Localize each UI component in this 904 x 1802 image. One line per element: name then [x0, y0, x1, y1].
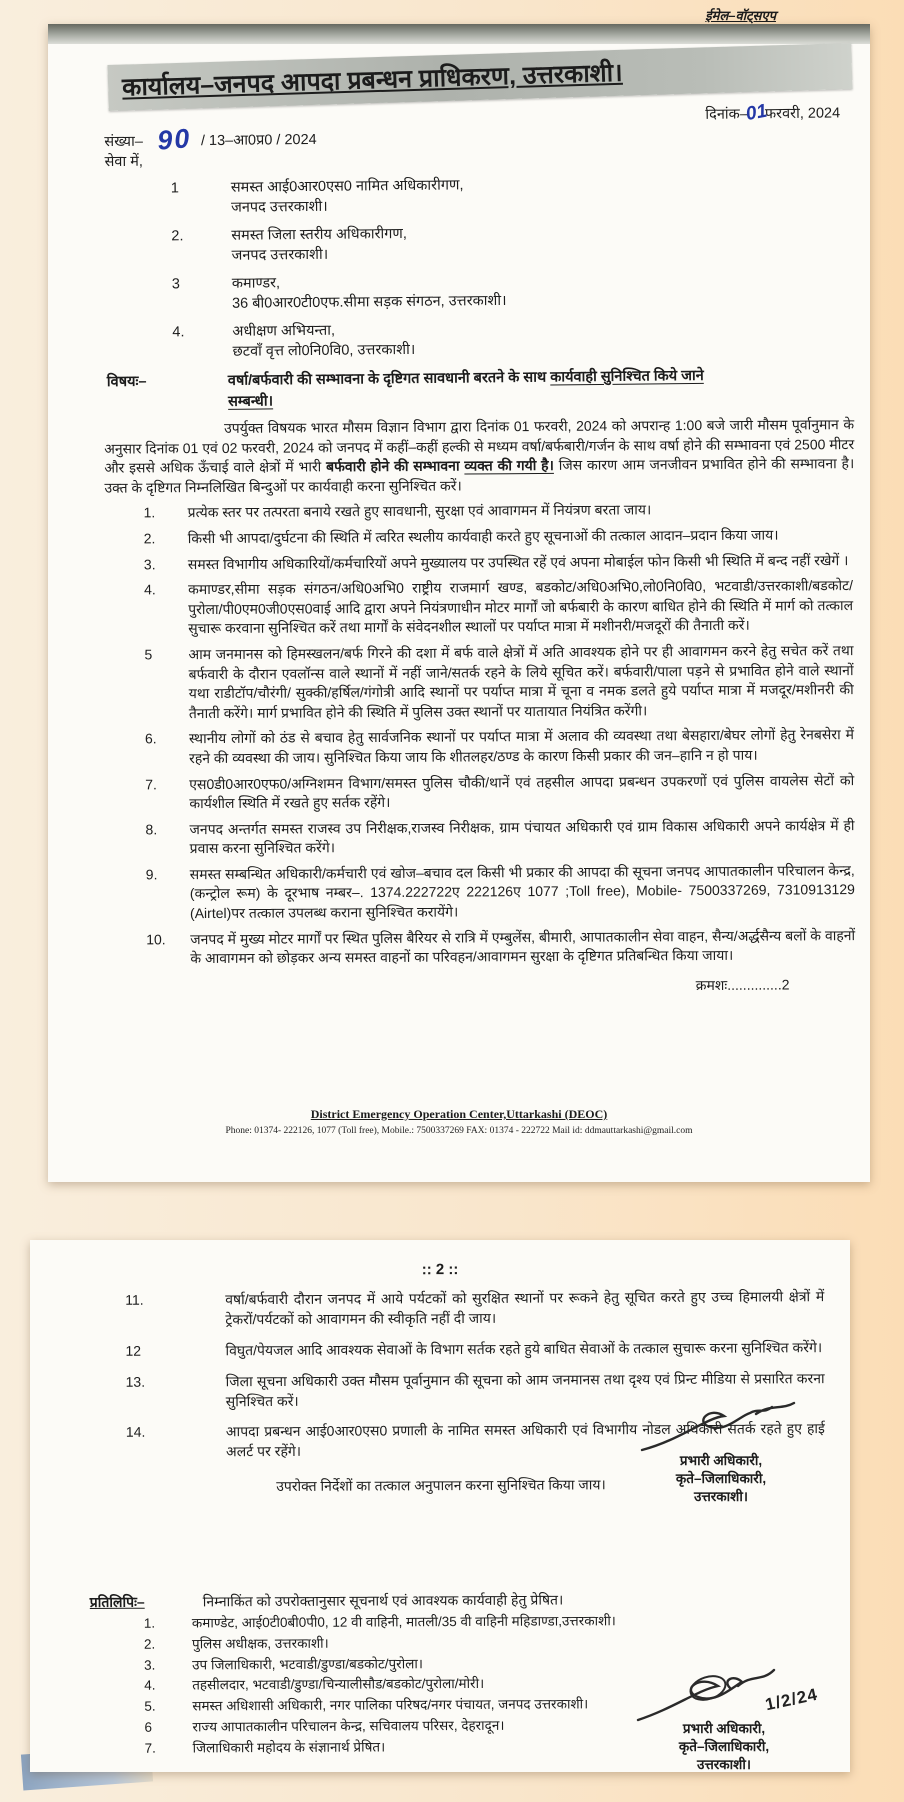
- directive-text: समस्त विभागीय अधिकारियों/कर्मचारियों अपने मुख्यालय पर उपस्थित रहें एवं अपना मोबाईल फोन किसी भी स्थिति में बन्द नहीं रखेगें ।: [187, 551, 849, 572]
- directive-item: [144, 576, 853, 639]
- intro-bold-underlined: व्यक्त की गयी है।: [464, 456, 554, 474]
- handwritten-signature-date: 1/2/24: [763, 1684, 820, 1715]
- directive-text: जनपद में मुख्य मोटर मार्गों पर स्थित पुलिस बैरियर से रात्रि में एम्बुलेंस, बीमारी, आपातकालीन सेवा वाहन, सैन्य/अर्द्धसैन्य बलों के वाहनों के आवागमन को छोड़कर अन्य समस्त वाहनों का परिवहन/आवागमन सुरक्षा के दृष्टिगत प्रतिबन्धित किया जाया।: [190, 926, 856, 966]
- directive-number: 8.: [145, 820, 158, 837]
- copy-number: 5.: [144, 1698, 156, 1714]
- directive-number: 14.: [125, 1424, 146, 1441]
- directive-item: [144, 641, 853, 724]
- directive-number: 4.: [143, 581, 156, 598]
- copy-number: 3.: [144, 1657, 156, 1673]
- directive-number: 12: [125, 1342, 142, 1359]
- directive-text: एस0डी0आर0एफ0/अग्निशमन विभाग/समस्त पुलिस चौकी/थानें एवं तहसील आपदा प्रबन्धन उपकरणों एवं पुलिस वायलेस सेटों को कार्यशील स्थिति में रखते हुए सर्तक रहेंगे।: [189, 771, 855, 811]
- subject-label: विषयः–: [106, 373, 147, 390]
- signature-scribble: [636, 1398, 806, 1460]
- directive-text: स्थानीय लोगों को ठंड से बचाव हेतु सार्वजनिक स्थानों पर पर्याप्त मात्रा में अलाव की व्यवस्था तथा बेसहारा/बेघर लोगों हेतु रेनबसेरा में रहने की व्यवस्था की जाय। सुनिश्चित किया जाय कि शीतलहर/ठण्ड के कारण किसी प्रकार की जन–हानि न हो पाय।: [188, 725, 854, 766]
- copy-text: कमाण्डेट, आई0टी0बी0पी0, 12 वी वाहिनी, मातली/35 वी वाहिनी महिडाण्डा,उत्तरकाशी।: [191, 1613, 616, 1631]
- intro-lead: उपर्युक्त विषयक भारत मौसम विज्ञान विभाग द्वारा दिनांक 01 फरवरी, 2024 को अपरान्ह 1:00 बजे जारी मौसम पूर्वानुमान के अनुसार दिनांक 01 एवं 02 फरवरी, 2024 को जनपद में कहीं–कहीं हल्की से मध्यम वर्षा/बर्फबारी/गर्जन के साथ वर्षा होने की सम्भावना एवं 2500 मीटर और इससे अधिक ऊँचाई वाले क्षेत्रों में भारी: [104, 415, 855, 476]
- directive-item: [125, 1287, 824, 1330]
- addressee-line: जनपद उत्तरकाशी।: [230, 198, 328, 216]
- copy-text: उप जिलाधिकारी, भटवाडी/डुण्डा/बडकोट/पुरोला।: [192, 1655, 423, 1673]
- copy-item: [144, 1737, 622, 1757]
- footer-contact: Phone: 01374- 222126, 1077 (Toll free), Mobile.: 7500337269 FAX: 01374 - 222722 Mail id: ddmauttarkashi@gmail.com: [225, 1126, 693, 1136]
- footer-title: District Emergency Operation Center,Uttarkashi (DEOC): [310, 1107, 608, 1121]
- copy-number: 7.: [144, 1740, 156, 1756]
- number-rest: / 13–आ0प्र0 / 2024: [200, 131, 317, 150]
- directive-text: जनपद अन्तर्गत समस्त राजस्व उप निरीक्षक,राजस्व निरीक्षक, ग्राम पंचायत अधिकारी एवं ग्राम विकास अधिकारी अपने कार्यक्षेत्र में ही प्रवास करना सुनिश्चित करेंगे।: [189, 816, 855, 856]
- addressee-line: जनपद उत्तरकाशी।: [231, 246, 329, 264]
- addressee-number: 4.: [172, 324, 185, 341]
- letter-footer: [48, 1107, 870, 1136]
- date-rest: फरवरी, 2024: [764, 105, 841, 123]
- directive-text: जिला सूचना अधिकारी उक्त मौसम पूर्वानुमान की सूचना को आम जनमानस तथा दृश्य एवं प्रिन्ट मीडिया से प्रसारित करना सुनिश्चित करें।: [225, 1369, 825, 1409]
- handwritten-number: 90: [155, 122, 192, 156]
- subject: [107, 364, 859, 414]
- addressee-number: 3: [171, 276, 181, 293]
- directive-number: 9.: [145, 865, 158, 882]
- intro-paragraph: [104, 415, 854, 498]
- addressee-text: [231, 225, 407, 266]
- directive-number: 6.: [144, 730, 157, 747]
- copy-item: [144, 1654, 622, 1674]
- copy-item: [144, 1716, 622, 1736]
- continuation-marker: क्रमशः..............2: [695, 975, 790, 993]
- signatory-for: कृते–जिलाधिकारी,: [678, 1738, 770, 1754]
- closing-instruction: उपरोक्त निर्देशों का तत्काल अनुपालन करना सुनिश्चित किया जाय।: [276, 1476, 606, 1495]
- copy-number: 6: [144, 1719, 152, 1735]
- directive-number: 13.: [125, 1373, 146, 1390]
- directive-number: 11.: [125, 1291, 144, 1308]
- page-number-label: :: 2 ::: [421, 1261, 459, 1279]
- directive-text: वर्षा/बर्फवारी दौरान जनपद में आये पर्यटकों को सुरक्षित स्थानों पर रूकने हेतु सूचित करते हुए उच्च हिमालयी क्षेत्रों में ट्रेकरों/पर्यटकों को आवागमन की स्वीकृति नहीं दी जाय।: [225, 1288, 825, 1328]
- copy-text: राज्य आपातकालीन परिचालन केन्द्र, सचिवालय परिसर, देहरादून।: [192, 1717, 505, 1735]
- directive-text: विघुत/पेयजल आदि आवश्यक सेवाओं के विभाग सर्तक रहते हुये बाधित सेवाओं के तत्काल सुचारू करना सुनिश्चित करेंगे।: [225, 1338, 823, 1359]
- addressee-item: [171, 172, 871, 218]
- scan-edge-band: [48, 24, 870, 44]
- copy-number: 4.: [144, 1678, 156, 1694]
- directive-text: समस्त सम्बन्धित अधिकारी/कर्मचारी एवं खोज–बचाव दल किसी भी प्रकार की आपदा की सूचना जनपद आपातकालीन परिचालन केन्द्र, (कन्ट्रोल रूम) के दूरभाष नम्बर–. 1374.222722ए 222126ए 1077 ;Toll free), Mobile- 7500337269, 7310913129 (Airtel)पर तत्काल उपलब्ध कराना सुनिश्चित करायेंगे।: [189, 861, 855, 921]
- signature-block-1: [626, 1398, 816, 1505]
- directive-number: 5: [144, 645, 153, 662]
- intro-tail: जिस कारण आम जनजीवन प्रभावित होने की सम्भावना है। उक्त के दृष्टिगत निम्नलिखित बिन्दुओं पर कार्यवाही करना सुनिश्चित करें।: [104, 454, 855, 495]
- addressee-line: कमाण्डर,: [231, 275, 281, 293]
- directive-text: आपदा प्रबन्धन आई0आर0एस0 प्रणाली के नामित समस्त अधिकारी एवं विभागीय नोडल अधिकारी सतर्क रहते हुए हाई अलर्ट पर रहेंगे।: [225, 1420, 825, 1460]
- directive-item: [145, 725, 854, 769]
- email-whatsapp-note: ईमेल–वॉट्सएप: [705, 8, 776, 23]
- addressee-item: [172, 316, 872, 362]
- copy-header: [32, 1589, 852, 1612]
- addressee-number: 1: [170, 180, 180, 197]
- signatory-place: उत्तरकाशी।: [697, 1756, 751, 1772]
- subject-text-line2: सम्बन्धी।: [227, 392, 274, 410]
- directive-item: [144, 550, 853, 574]
- addressee-item: [171, 220, 871, 266]
- addressee-text: [231, 176, 464, 218]
- addressee-line: समस्त जिला स्तरीय अधिकारीगण,: [231, 226, 407, 244]
- directive-item: [144, 525, 853, 549]
- addressee-line: छटवाँ वृत्त लो0नि0वि0, उत्तरकाशी।: [232, 341, 416, 360]
- directive-text: आम जनमानस को हिमस्खलन/बर्फ गिरने की दशा में बर्फ वाले क्षेत्रों में अति आवश्यक होने पर ही आवागमन करने हेतु सचेत करें तथा बर्फवारी के दौरान एवलॉन्स वाले स्थानों में नहीं जाने/सतर्क रहने के लिये सूचित करें। बर्फवारी/पाला पड़ने से प्रभावित होने वाले स्थानों यथा राडीटॉप/चौरंगी/ सुक्की/हर्षिल/गंगोत्री आदि स्थानों पर पर्याप्त मात्रा में चूना व नमक डलते हुये पर्याप्त मात्रा में मजदूर/मशीनरी की तैनाती करेंगे। मार्ग प्रभावित होने की स्थिति में पुलिस उक्त स्थानों पर यातायात नियंत्रित करेंगी।: [188, 641, 854, 721]
- directive-text: कमाण्डर,सीमा सड़क संगठन/अधि0अभि0 राष्ट्रीय राजमार्ग खण्ड, बडकोट/अधि0अभि0,लो0नि0वि0, भटवाडी/उत्तरकाशी/बडकोट/पुरोला/पी0एम0जी0एस0वाई आदि द्वारा अपने नियंत्रणाधीन मोटर मार्गों जो बर्फबारी के कारण बाधित होने की स्थिति में मार्ग को तत्काल सुचारू करवाना सुनिश्चित करें तथा मार्गों के संवेदनशील स्थालों पर पर्याप्त मात्रा में मशीनरी/मजदूरों की तैनाती करें।: [187, 576, 854, 637]
- directive-item: [146, 925, 855, 969]
- copy-text: जिलाधिकारी महोदय के संज्ञानार्थ प्रेषित।: [192, 1739, 386, 1756]
- subject-text-plain: वर्षा/बर्फवारी की सम्भावना के दृष्टिगत सावधानी बरतने के साथ: [227, 368, 551, 389]
- letterhead-strip: [107, 43, 852, 111]
- date-label: दिनांक–: [705, 106, 748, 123]
- directive-item: [144, 499, 853, 523]
- copy-item: [144, 1695, 622, 1715]
- directive-text: प्रत्येक स्तर पर तत्परता बनाये रखते हुए सावधानी, सुरक्षा एवं आवागमन में नियंत्रण बरता जाय।: [187, 501, 652, 521]
- directive-number: 7.: [145, 775, 157, 792]
- directive-number: 2.: [143, 529, 156, 546]
- signatory-for: कृते–जिलाधिकारी,: [675, 1470, 767, 1486]
- copy-number: 2.: [143, 1636, 156, 1652]
- directive-number: 3.: [143, 555, 156, 572]
- copy-item: [144, 1633, 622, 1653]
- number-label: संख्या–: [104, 133, 143, 151]
- copy-number: 1.: [143, 1615, 156, 1631]
- salutation: सेवा में,: [104, 153, 144, 171]
- addressee-item: [172, 268, 872, 314]
- signatory-title: प्रभारी अधिकारी,: [679, 1453, 763, 1468]
- signature-block-2: [624, 1664, 824, 1773]
- directive-text: किसी भी आपदा/दुर्घटना की स्थिति में त्वरित स्थलीय कार्यवाही करते हुए सूचनाओं की तत्काल आदान–प्रदान किया जाय।: [187, 526, 779, 546]
- copy-label: प्रतिलिपिः–: [89, 1593, 145, 1611]
- addressee-line: 36 बी0आर0टी0एफ.सीमा सड़क संगठन, उत्तरकाशी।: [231, 292, 507, 312]
- handwritten-date: 01: [743, 100, 769, 126]
- directive-item: [125, 1338, 824, 1362]
- directive-item: [145, 770, 854, 814]
- office-title: कार्यालय–जनपद आपदा प्रबन्धन प्राधिकरण, उत्तरकाशी।: [121, 58, 624, 102]
- directive-item: [146, 860, 855, 923]
- directive-number: 10.: [146, 930, 166, 947]
- page-1: [48, 24, 870, 1182]
- signatory-place: उत्तरकाशी।: [694, 1488, 748, 1504]
- directive-number: 1.: [143, 504, 156, 521]
- addressee-text: [232, 321, 415, 362]
- intro-bold: बर्फवारी होने की सम्भावना: [326, 457, 465, 475]
- signatory-title: प्रभारी अधिकारी,: [682, 1721, 766, 1736]
- directive-item: [145, 815, 854, 859]
- addressee-text: [232, 272, 507, 314]
- copy-item: [144, 1675, 622, 1695]
- subject-text-underlined: कार्यवाही सुनिश्चित किये जाने: [550, 367, 704, 385]
- copy-item: [144, 1612, 622, 1632]
- copy-text: पुलिस अधीक्षक, उत्तरकाशी।: [191, 1635, 329, 1652]
- addressee-number: 2.: [171, 228, 184, 245]
- addressee-line: समस्त आई0आर0एस0 नामित अधिकारीगण,: [230, 177, 464, 196]
- copy-text: समस्त अधिशासी अधिकारी, नगर पालिका परिषद/नगर पंचायत, जनपद उत्तरकाशी।: [192, 1696, 589, 1714]
- subject-text: [228, 365, 704, 412]
- copy-text: तहसीलदार, भटवाडी/डुण्डा/चिन्यालीसौड/बडकोट/पुरोला/मोरी।: [192, 1676, 485, 1693]
- page-2: [30, 1240, 850, 1772]
- addressee-line: अधीक्षण अभियन्ता,: [232, 323, 336, 341]
- copy-intro: निम्नाकिंत को उपरोक्तानुसार सूचनार्थ एवं आवश्यक कार्यवाही हेतु प्रेषित।: [202, 1591, 564, 1610]
